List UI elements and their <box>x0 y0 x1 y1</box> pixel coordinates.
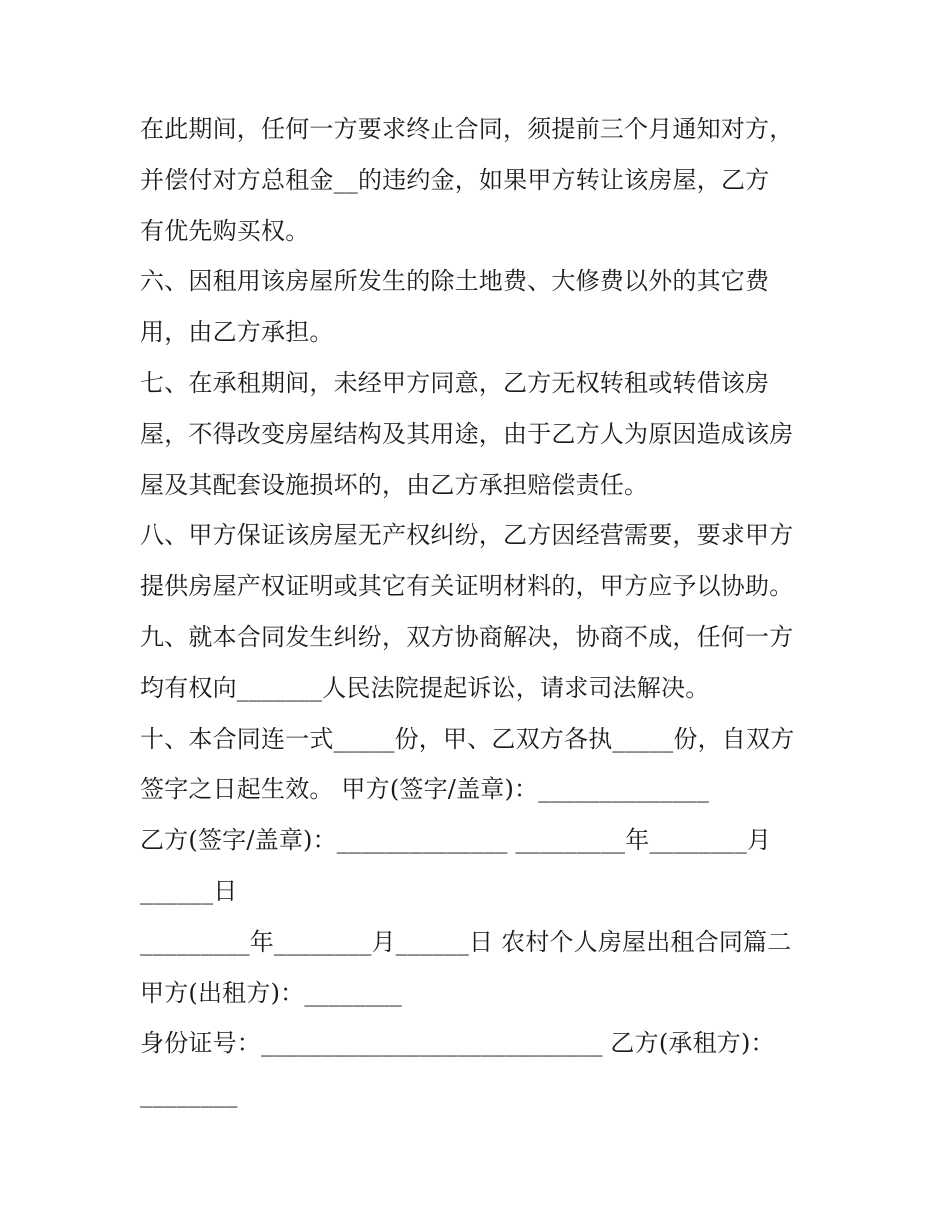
signature-party-a: 签字之日起生效。 甲方(签字/盖章)：______________ <box>140 775 710 804</box>
text-line: 屋，不得改变房屋结构及其用途，由于乙方人为原因造成该房 <box>140 419 794 448</box>
clause-eight: 八、甲方保证该房屋无产权纠纷，乙方因经营需要，要求甲方 <box>140 521 794 550</box>
date-and-section-title: _________年________月______日 农村个人房屋出租合同篇二 <box>140 927 792 956</box>
clause-nine: 九、就本合同发生纠纷，双方协商解决，协商不成，任何一方 <box>140 622 794 651</box>
text-line: 屋及其配套设施损坏的，由乙方承担赔偿责任。 <box>140 470 649 499</box>
document-body <box>140 104 820 1120</box>
clause-ten: 十、本合同连一式_____份，甲、乙双方各执_____份，自双方 <box>140 724 795 753</box>
text-line: 用，由乙方承担。 <box>140 318 334 347</box>
text-line: 并偿付对方总租金__的违约金，如果甲方转让该房屋，乙方 <box>140 165 770 194</box>
clause-seven: 七、在承租期间，未经甲方同意，乙方无权转租或转借该房 <box>140 368 770 397</box>
id-number-and-lessee-field: 身份证号：____________________________ 乙方(承租方)： <box>140 1029 775 1058</box>
text-line: 在此期间，任何一方要求终止合同，须提前三个月通知对方， <box>140 115 794 143</box>
date-day: ______日 <box>140 876 238 905</box>
lessee-blank: ________ <box>140 1080 238 1109</box>
text-line: 提供房屋产权证明或其它有关证明材料的，甲方应予以协助。 <box>140 572 794 601</box>
clause-six: 六、因租用该房屋所发生的除土地费、大修费以外的其它费 <box>140 267 770 296</box>
signature-party-b: 乙方(签字/盖章)：______________ _________年________月 <box>140 826 772 855</box>
text-line: 均有权向_______人民法院提起诉讼，请求司法解决。 <box>140 673 710 702</box>
text-line: 有优先购买权。 <box>140 216 310 245</box>
lessor-field: 甲方(出租方)：________ <box>140 978 402 1007</box>
